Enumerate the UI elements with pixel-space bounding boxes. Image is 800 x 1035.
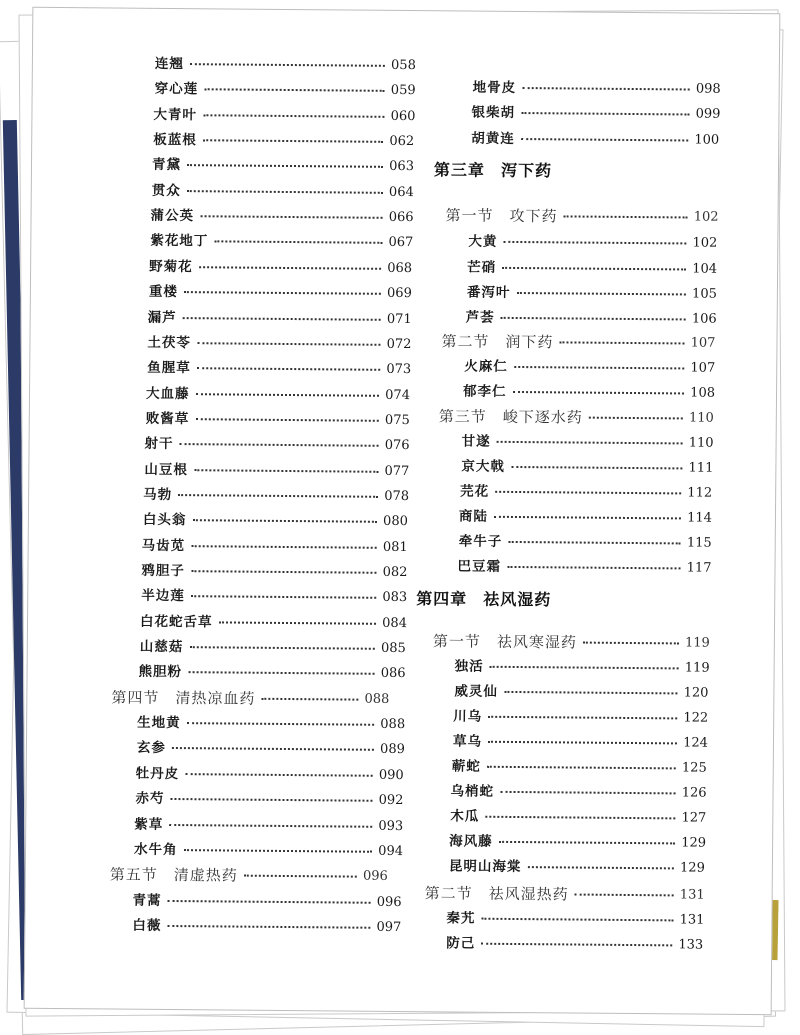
dot-leader (522, 83, 690, 90)
dot-leader (501, 313, 686, 321)
entry-title: 水牛角 (134, 840, 178, 860)
page-number: 074 (385, 385, 410, 405)
entry-title: 郁李仁 (463, 382, 507, 402)
entry-title: 威灵仙 (454, 681, 498, 701)
toc-entry-row[interactable] (455, 656, 710, 678)
entry-title: 土茯苓 (147, 333, 191, 353)
page-number: 119 (685, 633, 710, 653)
toc-entry-row[interactable] (147, 358, 411, 380)
toc-entry-row[interactable] (148, 307, 412, 329)
dot-leader (200, 211, 383, 219)
page-number: 066 (389, 208, 414, 228)
dot-leader (589, 413, 683, 420)
toc-entry-row[interactable] (135, 789, 403, 811)
toc-section-row[interactable] (445, 205, 718, 227)
section-title: 第一节 攻下药 (445, 205, 557, 226)
page-number: 120 (684, 683, 709, 703)
entry-title: 马齿苋 (142, 535, 186, 555)
dot-leader (192, 515, 377, 523)
dot-leader (503, 237, 686, 245)
page-number: 133 (678, 935, 703, 955)
toc-entry-row[interactable] (153, 105, 415, 127)
entry-title: 板蓝根 (153, 130, 197, 150)
dot-leader (188, 668, 375, 676)
entry-title: 独活 (455, 656, 484, 676)
page-number: 119 (685, 658, 710, 678)
page-number: 093 (378, 816, 403, 836)
section-title: 第三节 峻下逐水药 (439, 406, 583, 427)
toc-entry-row[interactable] (143, 485, 409, 507)
entry-title: 京大戟 (461, 457, 505, 477)
toc-section-row[interactable] (425, 883, 705, 905)
page-number: 131 (680, 885, 705, 905)
toc-entry-row[interactable] (459, 531, 712, 553)
dot-leader (172, 743, 374, 751)
dot-leader (481, 914, 673, 922)
dot-leader (488, 712, 677, 720)
page-number: 088 (380, 715, 405, 735)
dot-leader (575, 890, 674, 897)
entry-title: 火麻仁 (464, 357, 508, 377)
page-number: 083 (382, 588, 407, 608)
dot-leader (487, 762, 676, 770)
toc-entry-row[interactable] (146, 383, 410, 405)
toc-entry-row[interactable] (149, 282, 412, 304)
page-number: 099 (696, 105, 721, 125)
page-number: 064 (389, 183, 414, 203)
toc-section-row[interactable] (441, 331, 715, 353)
toc-entry-row[interactable] (150, 206, 413, 228)
dot-leader (490, 662, 679, 670)
toc-entry-row[interactable] (464, 357, 715, 379)
page-number: 080 (383, 512, 408, 532)
entry-title: 大黄 (468, 232, 497, 252)
entry-title: 穿心莲 (155, 79, 199, 99)
dot-leader (219, 617, 377, 624)
entry-title: 大青叶 (153, 105, 197, 125)
entry-title: 连翘 (155, 54, 184, 74)
entry-title: 白头翁 (143, 510, 187, 530)
page-number: 114 (687, 508, 712, 528)
dot-leader (197, 338, 381, 346)
toc-section-row[interactable] (110, 865, 388, 887)
dot-leader (497, 437, 683, 445)
dot-leader (488, 737, 677, 745)
dot-leader (481, 939, 672, 947)
dot-leader (513, 387, 685, 394)
page-number: 076 (385, 436, 410, 456)
toc-entry-row[interactable] (143, 510, 408, 532)
entry-title: 木瓜 (450, 806, 479, 826)
page-number: 096 (377, 892, 402, 912)
section-title: 第一节 祛风寒湿药 (433, 631, 577, 652)
chapter-number: 第四章 (416, 586, 467, 612)
entry-title: 紫草 (134, 814, 163, 834)
toc-entry-row[interactable] (134, 814, 403, 836)
toc-entry-row[interactable] (152, 181, 414, 203)
entry-title: 商陆 (459, 506, 488, 526)
toc-entry-row[interactable] (454, 681, 708, 703)
dot-leader (564, 211, 688, 218)
entry-title: 牡丹皮 (136, 763, 180, 783)
toc-entry-row[interactable] (473, 78, 721, 100)
entry-title: 败酱草 (146, 409, 190, 429)
dot-leader (190, 59, 385, 67)
entry-title: 漏芦 (148, 307, 177, 327)
page-number: 062 (389, 132, 414, 152)
entry-title: 乌梢蛇 (450, 781, 494, 801)
toc-entry-row[interactable] (142, 535, 408, 557)
dot-leader (499, 837, 676, 845)
page-number: 105 (692, 285, 717, 305)
page-number: 124 (683, 733, 708, 753)
page-number: 084 (382, 614, 407, 634)
toc-entry-row[interactable] (152, 155, 414, 177)
dot-leader (508, 537, 681, 545)
toc-section-row[interactable] (439, 406, 714, 428)
entry-title: 生地黄 (137, 713, 181, 733)
entry-title: 甘遂 (462, 432, 491, 452)
page-number: 081 (383, 537, 408, 557)
toc-entry-row[interactable] (140, 611, 407, 633)
dot-leader (195, 414, 379, 422)
toc-entry-row[interactable] (138, 662, 405, 684)
page-number: 111 (688, 458, 713, 478)
toc-entry-row[interactable] (446, 908, 704, 930)
page-number: 058 (391, 56, 416, 76)
dot-leader (184, 845, 373, 853)
toc-entry-row[interactable] (452, 756, 707, 778)
page-number: 106 (692, 310, 717, 330)
entry-title: 番泻叶 (467, 283, 511, 303)
toc-entry-row[interactable] (467, 283, 717, 305)
entry-title: 海风藤 (449, 831, 493, 851)
page-number: 071 (387, 309, 412, 329)
toc-entry-row[interactable] (146, 409, 410, 431)
toc-entry-row[interactable] (136, 763, 404, 785)
page-number: 094 (378, 842, 403, 862)
toc-entry-row[interactable] (141, 561, 407, 583)
toc-chapter-heading[interactable] (416, 586, 551, 613)
entry-title: 山慈菇 (140, 637, 184, 657)
page-number: 129 (681, 833, 706, 853)
entry-title: 白薇 (132, 916, 161, 936)
dot-leader (516, 288, 686, 295)
page-number: 102 (692, 234, 717, 254)
entry-title: 鸦胆子 (141, 561, 185, 581)
page-number: 090 (379, 766, 404, 786)
dot-leader (495, 487, 681, 495)
toc-entry-row[interactable] (133, 890, 402, 912)
dot-leader (194, 465, 379, 473)
page-number: 112 (687, 483, 712, 503)
page-number: 131 (680, 910, 705, 930)
dot-leader (183, 313, 381, 321)
toc-entry-row[interactable] (460, 482, 712, 504)
entry-title: 胡黄连 (471, 129, 515, 149)
toc-entry-row[interactable] (137, 738, 405, 760)
toc-entry-row[interactable] (471, 103, 720, 125)
entry-title: 鱼腥草 (147, 358, 191, 378)
toc-entry-row[interactable] (453, 731, 708, 753)
page-number: 098 (696, 80, 721, 100)
dot-leader (204, 85, 385, 93)
toc-entry-row[interactable] (153, 130, 414, 152)
page-number: 115 (687, 533, 712, 553)
entry-title: 玄参 (137, 738, 166, 758)
page-number: 060 (391, 107, 416, 127)
page-number: 110 (689, 434, 714, 454)
page-number: 125 (682, 758, 707, 778)
dot-leader (511, 462, 683, 469)
entry-title: 半边莲 (141, 586, 185, 606)
dot-leader (485, 812, 675, 820)
toc-entry-row[interactable] (471, 129, 719, 151)
page-number: 085 (381, 639, 406, 659)
toc-entry-row[interactable] (453, 706, 708, 728)
dot-leader (261, 694, 358, 701)
entry-title: 重楼 (149, 282, 178, 302)
entry-title: 秦艽 (446, 908, 475, 928)
page-number: 104 (692, 260, 717, 280)
entry-title: 草乌 (453, 731, 482, 751)
page-number: 097 (376, 918, 401, 938)
toc-entry-row[interactable] (155, 79, 416, 101)
toc-entry-row[interactable] (155, 54, 416, 76)
page-number: 059 (391, 81, 416, 101)
dot-leader (199, 262, 382, 270)
toc-section-row[interactable] (433, 631, 710, 653)
dot-leader (187, 718, 375, 726)
entry-title: 野菊花 (149, 257, 193, 277)
section-title: 第五节 清虚热药 (110, 865, 238, 886)
page-number: 108 (690, 384, 715, 404)
page-number: 063 (389, 157, 414, 177)
entry-title: 地骨皮 (473, 78, 517, 98)
page-number: 086 (381, 664, 406, 684)
entry-title: 防己 (446, 933, 475, 953)
toc-entry-row[interactable] (449, 856, 705, 878)
entry-title: 紫花地丁 (150, 231, 208, 252)
entry-title: 牵牛子 (459, 531, 503, 551)
dot-leader (244, 871, 357, 878)
page-number: 126 (682, 783, 707, 803)
dot-leader (180, 439, 379, 447)
page-number: 072 (387, 335, 412, 355)
dot-leader (494, 512, 681, 520)
dot-leader (203, 135, 384, 143)
entry-title: 赤芍 (135, 789, 164, 809)
entry-title: 青黛 (152, 155, 181, 175)
dot-leader (169, 819, 372, 827)
entry-title: 银柴胡 (471, 103, 515, 123)
dot-leader (203, 110, 385, 118)
entry-title: 贯众 (152, 181, 181, 201)
page-number: 102 (694, 208, 719, 228)
toc-entry-row[interactable] (144, 434, 409, 456)
page-number: 100 (694, 131, 719, 151)
page-number: 075 (385, 411, 410, 431)
entry-title: 马勃 (143, 485, 172, 505)
toc-entry-row[interactable] (450, 806, 706, 828)
chapter-number: 第三章 (434, 157, 485, 183)
page-number: 096 (363, 867, 388, 887)
toc-entry-row[interactable] (461, 457, 713, 479)
page-number: 077 (384, 461, 409, 481)
toc-entry-row[interactable] (463, 382, 715, 404)
dot-leader (189, 642, 375, 650)
toc-entry-row[interactable] (462, 432, 714, 454)
dot-leader (527, 862, 674, 869)
dot-leader (214, 237, 382, 244)
toc-entry-row[interactable] (467, 258, 717, 280)
dot-leader (187, 186, 383, 194)
page-number: 069 (387, 284, 412, 304)
toc-entry-row[interactable] (147, 333, 411, 355)
entry-title: 射干 (144, 434, 173, 454)
toc-entry-row[interactable] (149, 257, 412, 279)
dot-leader (521, 108, 690, 115)
toc-entry-row[interactable] (137, 713, 405, 735)
toc-entry-row[interactable] (134, 840, 403, 862)
page-number: 068 (387, 259, 412, 279)
dot-leader (167, 921, 370, 929)
dot-leader (168, 896, 371, 904)
entry-title: 熊胆粉 (138, 662, 182, 682)
dot-leader (191, 592, 377, 600)
entry-title: 巴豆霜 (457, 556, 501, 576)
page-number: 078 (384, 487, 409, 507)
dot-leader (178, 490, 378, 498)
entry-title: 白花蛇舌草 (140, 611, 213, 632)
dot-leader (504, 687, 678, 695)
dot-leader (502, 263, 686, 271)
entry-title: 大血藤 (146, 383, 190, 403)
section-title: 第二节 润下药 (441, 331, 553, 352)
page-number: 092 (379, 791, 404, 811)
toc-entry-row[interactable] (459, 506, 712, 528)
page-number: 117 (687, 558, 712, 578)
page-number: 088 (364, 689, 389, 709)
dot-leader (514, 362, 685, 369)
dot-leader (184, 287, 381, 295)
dot-leader (191, 541, 377, 549)
page-number: 129 (680, 858, 705, 878)
dot-leader (187, 161, 383, 169)
toc-entry-row[interactable] (446, 933, 703, 955)
toc-entry-row[interactable] (457, 556, 711, 578)
toc-entry-row[interactable] (140, 637, 406, 659)
dot-leader (170, 794, 372, 802)
page-number: 107 (690, 359, 715, 379)
toc-entry-row[interactable] (468, 232, 717, 254)
toc-entry-row[interactable] (466, 308, 717, 330)
toc-entry-row[interactable] (450, 781, 706, 803)
dot-leader (500, 787, 676, 795)
entry-title: 昆明山海棠 (449, 856, 522, 877)
page-number: 082 (383, 563, 408, 583)
section-title: 第四节 清热凉血药 (111, 687, 255, 708)
entry-title: 蕲蛇 (452, 756, 481, 776)
toc-entry-row[interactable] (141, 586, 407, 608)
toc-page (24, 7, 781, 1015)
page-number: 089 (380, 740, 405, 760)
dot-leader (583, 638, 679, 645)
page-number: 067 (388, 233, 413, 253)
entry-title: 青蒿 (133, 890, 162, 910)
dot-leader (191, 566, 377, 574)
dot-leader (507, 562, 681, 570)
section-title: 第二节 祛风湿热药 (425, 883, 569, 904)
page-number: 110 (689, 409, 714, 429)
page-number: 122 (683, 708, 708, 728)
dot-leader (559, 337, 684, 344)
dot-leader (197, 363, 381, 371)
toc-entry-row[interactable] (144, 459, 409, 481)
toc-section-row[interactable] (111, 687, 389, 709)
toc-entry-row[interactable] (449, 831, 706, 853)
dot-leader (521, 134, 689, 141)
dot-leader (185, 769, 373, 777)
entry-title: 蒲公英 (150, 206, 194, 226)
toc-chapter-heading[interactable] (434, 157, 552, 184)
page-number: 073 (386, 360, 411, 380)
entry-title: 川乌 (453, 706, 482, 726)
chapter-title: 泻下药 (501, 158, 552, 184)
chapter-title: 祛风湿药 (483, 587, 551, 614)
page-number: 127 (681, 808, 706, 828)
entry-title: 芒硝 (467, 258, 496, 278)
dot-leader (196, 389, 380, 397)
toc-entry-row[interactable] (132, 916, 401, 938)
page-number: 107 (691, 334, 716, 354)
entry-title: 山豆根 (144, 459, 188, 479)
entry-title: 芫花 (460, 482, 489, 502)
toc-entry-row[interactable] (150, 231, 413, 253)
entry-title: 芦荟 (466, 308, 495, 328)
